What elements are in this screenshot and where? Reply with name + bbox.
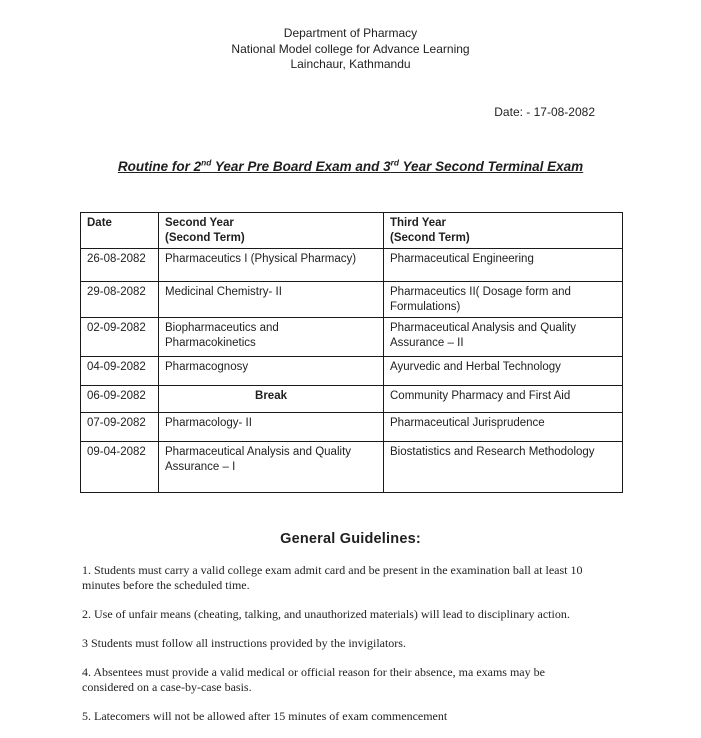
cell-line: Pharmaceutical Jurisprudence xyxy=(390,417,545,429)
col-header-date: Date xyxy=(81,213,159,249)
row-second-year xyxy=(159,442,384,493)
cell-line: Assurance – I xyxy=(165,461,236,473)
row-third-year xyxy=(384,249,623,282)
guidelines-list xyxy=(82,563,681,724)
letterhead xyxy=(0,0,701,73)
table-row xyxy=(81,442,623,493)
cell-line: Ayurvedic and Herbal Technology xyxy=(390,361,561,373)
cell-line: Formulations) xyxy=(390,301,461,313)
guideline-item xyxy=(82,636,681,651)
table-row xyxy=(81,386,623,413)
row-third-year xyxy=(384,282,623,318)
col-header-third-year xyxy=(384,213,623,249)
row-second-year xyxy=(159,282,384,318)
cell-line: (Second Term) xyxy=(165,232,245,244)
guideline-item xyxy=(82,607,681,622)
cell-line: Pharmacognosy xyxy=(165,361,249,373)
table-row xyxy=(81,413,623,442)
row-date: 09-04-2082 xyxy=(81,442,159,493)
row-date: 26-08-2082 xyxy=(81,249,159,282)
exam-routine-table xyxy=(80,212,623,493)
cell-line: Pharmaceutical Analysis and Quality xyxy=(390,322,577,334)
cell-line: Medicinal Chemistry- II xyxy=(165,286,282,298)
guideline-item xyxy=(82,563,681,593)
row-date: 07-09-2082 xyxy=(81,413,159,442)
guidelines-heading: General Guidelines: xyxy=(280,531,421,547)
cell-line: Third Year xyxy=(390,217,447,229)
cell-line: Biopharmaceutics and xyxy=(165,322,279,334)
address-line: Lainchaur, Kathmandu xyxy=(290,57,411,71)
row-date: 29-08-2082 xyxy=(81,282,159,318)
col-header-second-year xyxy=(159,213,384,249)
cell-line: Assurance – II xyxy=(390,337,464,349)
guideline-item xyxy=(82,709,681,724)
row-second-year xyxy=(159,318,384,357)
cell-line: Biostatistics and Research Methodology xyxy=(390,446,595,458)
superscript-rd: rd xyxy=(390,157,400,168)
table-row xyxy=(81,357,623,386)
row-second-year xyxy=(159,249,384,282)
row-second-year-break xyxy=(159,386,384,413)
guideline-line: 3 Students must follow all instructions provided by the invigilators. xyxy=(82,636,406,650)
table-row xyxy=(81,318,623,357)
guideline-line: considered on a case-by-case basis. xyxy=(82,680,252,694)
guideline-line: 4. Absentees must provide a valid medical or official reason for their absence, ma exams may be xyxy=(82,665,545,679)
cell-line: Pharmaceutics I (Physical Pharmacy) xyxy=(165,253,357,265)
cell-line: (Second Term) xyxy=(390,232,470,244)
row-date: 06-09-2082 xyxy=(81,386,159,413)
college-line: National Model college for Advance Learning xyxy=(231,41,470,56)
guideline-line: 2. Use of unfair means (cheating, talking, and unauthorized materials) will lead to disciplinary action. xyxy=(82,607,570,621)
guideline-item xyxy=(82,665,681,695)
cell-line: Pharmaceutical Engineering xyxy=(390,253,534,265)
guideline-line: 1. Students must carry a valid college exam admit card and be present in the examination ball at least 10 xyxy=(82,563,583,577)
guideline-line: 5. Latecomers will not be allowed after 15 minutes of exam commencement xyxy=(82,709,448,723)
date-line: Date: - 17-08-2082 xyxy=(494,104,595,119)
row-second-year xyxy=(159,413,384,442)
cell-line: Pharmacology- II xyxy=(165,417,252,429)
department-line: Department of Pharmacy xyxy=(283,26,418,40)
guideline-line: minutes before the scheduled time. xyxy=(82,578,250,592)
row-third-year xyxy=(384,357,623,386)
row-second-year xyxy=(159,357,384,386)
cell-line: Community Pharmacy and First Aid xyxy=(390,390,571,402)
document-title-text: Routine for 2nd Year Pre Board Exam and 3rd Year Second Terminal Exam xyxy=(117,157,584,174)
cell-line: Pharmacokinetics xyxy=(165,337,256,349)
row-third-year xyxy=(384,386,623,413)
row-third-year xyxy=(384,318,623,357)
cell-line: Break xyxy=(255,390,287,402)
row-third-year xyxy=(384,413,623,442)
superscript-nd: nd xyxy=(201,157,212,168)
row-date: 04-09-2082 xyxy=(81,357,159,386)
table-row xyxy=(81,249,623,282)
row-date: 02-09-2082 xyxy=(81,318,159,357)
row-third-year xyxy=(384,442,623,493)
document-title xyxy=(0,154,701,177)
cell-line: Pharmaceutical Analysis and Quality xyxy=(165,446,352,458)
cell-line: Pharmaceutics II( Dosage form and xyxy=(390,286,571,298)
table-header-row xyxy=(81,213,623,249)
cell-line: Second Year xyxy=(165,217,234,229)
table-row xyxy=(81,282,623,318)
